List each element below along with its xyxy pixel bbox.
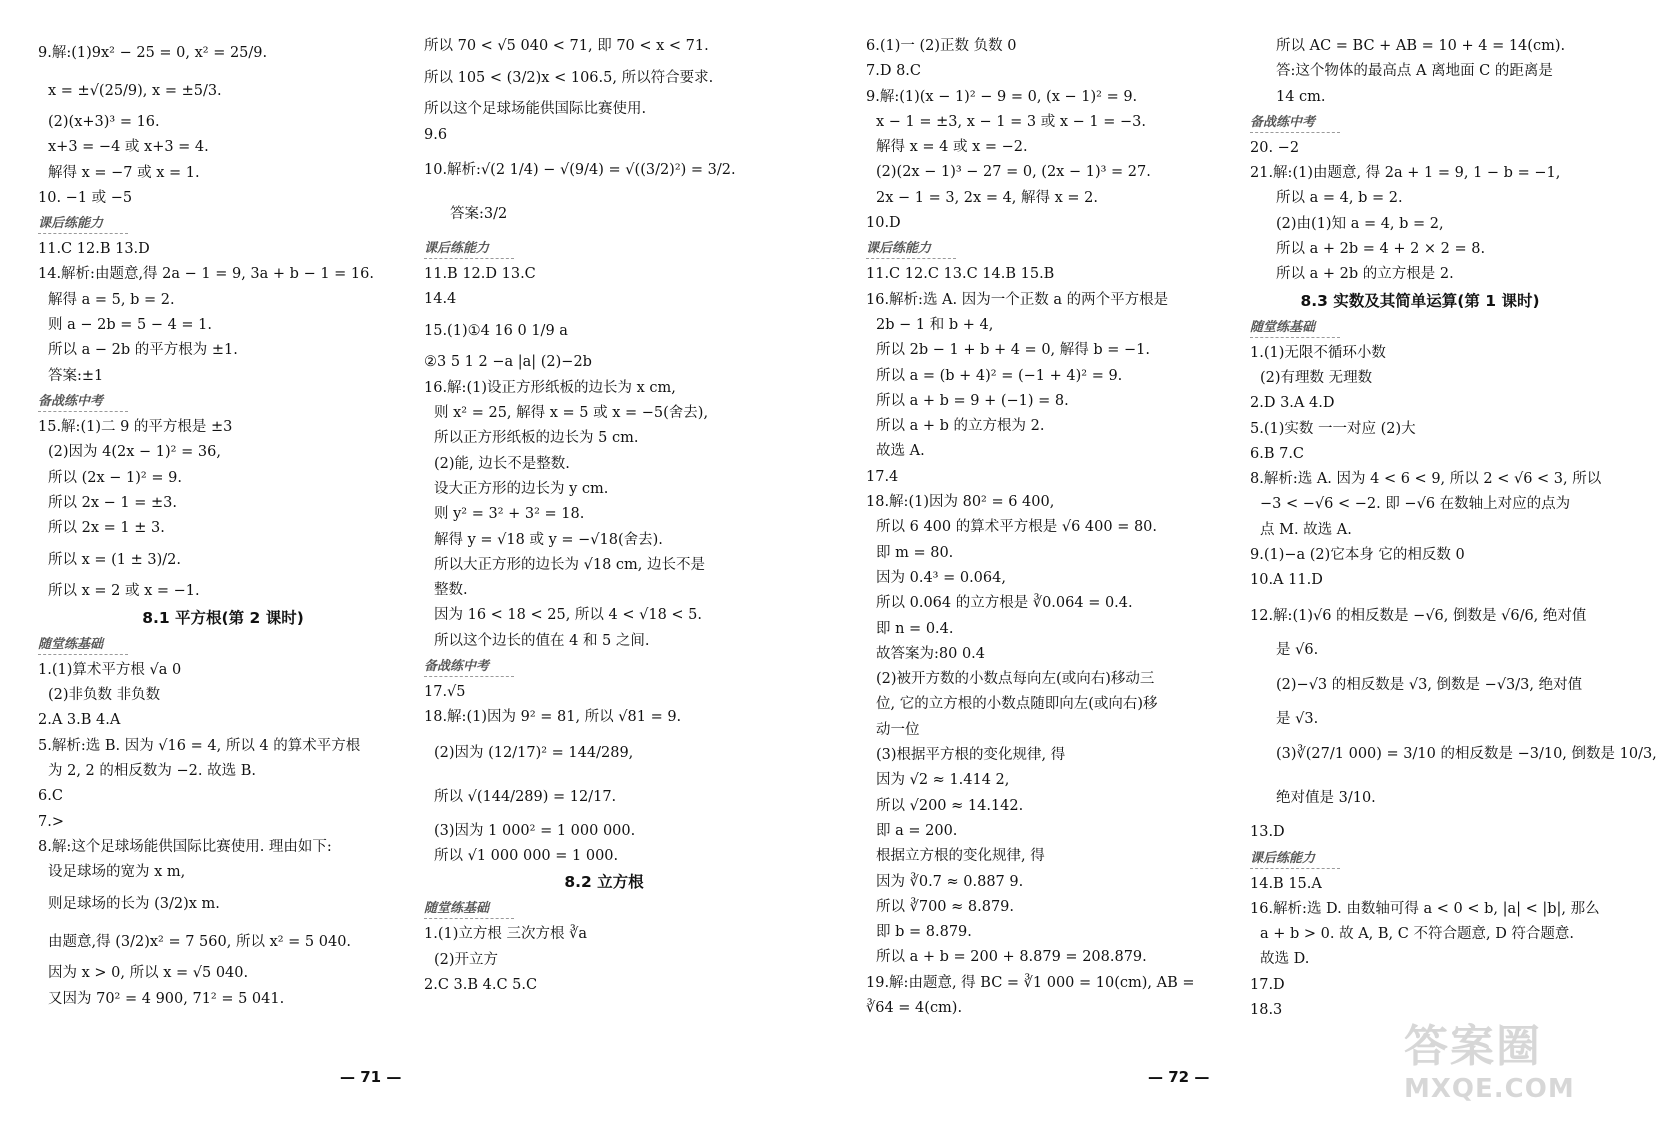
answer-line: 所以 2x − 1 = ±3. — [48, 494, 177, 511]
section-label: 课后练能力 — [866, 239, 956, 259]
answer-line: 19.解:由题意, 得 BC = ∛1 000 = 10(cm), AB = — [866, 974, 1195, 991]
answer-line: 因为 0.4³ = 0.064, — [876, 569, 1006, 586]
answer-line: 5.解析:选 B. 因为 √16 = 4, 所以 4 的算术平方根 — [38, 737, 361, 754]
page-number-left: — 71 — — [340, 1068, 402, 1086]
answer-line: 答案:±1 — [48, 367, 104, 384]
answer-line: 位, 它的立方根的小数点随即向左(或向右)移 — [876, 696, 1158, 713]
section-heading: 8.2 立方根 — [564, 873, 644, 892]
answer-line: 7.> — [38, 813, 64, 830]
answer-line: 故选 A. — [876, 443, 925, 460]
answer-column-1 — [38, 34, 408, 1012]
answer-line: 18.3 — [1250, 1002, 1283, 1019]
answer-line: 10.解析:√(2 1/4) − √(9/4) = √((3/2)²) = 3/2. — [424, 161, 736, 178]
answer-line: 2.A 3.B 4.A — [38, 712, 121, 729]
answer-line: 所以 a = (b + 4)² = (−1 + 4)² = 9. — [876, 367, 1123, 384]
answer-line: (2)−√3 的相反数是 √3, 倒数是 −√3/3, 绝对值 — [1276, 676, 1583, 693]
answer-line: 设足球场的宽为 x m, — [48, 864, 186, 881]
answer-line: −3 < −√6 < −2. 即 −√6 在数轴上对应的点为 — [1260, 496, 1571, 513]
answer-line: (2)(2x − 1)³ − 27 = 0, (2x − 1)³ = 27. — [876, 164, 1151, 181]
answer-line: 1.(1)立方根 三次方根 ∛a — [424, 926, 587, 943]
answer-line: 所以 a + 2b = 4 + 2 × 2 = 8. — [1276, 241, 1486, 258]
answer-line: 所以 a + b 的立方根为 2. — [876, 418, 1045, 435]
answer-line: 8.解析:选 A. 因为 4 < 6 < 9, 所以 2 < √6 < 3, 所以 — [1250, 471, 1602, 488]
answer-line: ∛64 = 4(cm). — [866, 999, 963, 1016]
answer-line: 14 cm. — [1276, 88, 1326, 105]
answer-line: 14.B 15.A — [1250, 875, 1322, 892]
answer-line: 所以 x = (1 ± 3)/2. — [48, 552, 182, 569]
section-label: 备战练中考 — [38, 392, 128, 412]
section-label: 课后练能力 — [38, 214, 128, 234]
section-heading: 8.1 平方根(第 2 课时) — [142, 608, 304, 627]
answer-line: 14.4 — [424, 291, 457, 308]
answer-line: 所以 √200 ≈ 14.142. — [876, 797, 1024, 814]
answer-line: 所以 x = 2 或 x = −1. — [48, 583, 200, 600]
answer-line: 所以 70 < √5 040 < 71, 即 70 < x < 71. — [424, 38, 709, 54]
answer-line: (2)能, 边长不是整数. — [434, 455, 570, 472]
answer-line: 故答案为:80 0.4 — [876, 645, 986, 662]
answer-line: 是 √6. — [1276, 641, 1319, 658]
answer-line: 则 a − 2b = 5 − 4 = 1. — [48, 317, 213, 334]
answer-line: 所以 √1 000 000 = 1 000. — [434, 847, 619, 864]
answer-line: 所以 a − 2b 的平方根为 ±1. — [48, 342, 238, 359]
answer-line: 因为 x > 0, 所以 x = √5 040. — [48, 965, 249, 982]
answer-line: (2)(x+3)³ = 16. — [48, 114, 160, 130]
section-label: 随堂练基础 — [424, 899, 514, 919]
answer-line: 所以 a + b = 9 + (−1) = 8. — [876, 392, 1069, 409]
answer-line: 所以大正方形的边长为 √18 cm, 边长不是 — [434, 556, 705, 573]
answer-line: 所以 a = 4, b = 2. — [1276, 190, 1403, 207]
answer-line: 11.C 12.B 13.D — [38, 241, 150, 258]
answer-line: 18.解:(1)因为 9² = 81, 所以 √81 = 9. — [424, 709, 682, 726]
answer-line: x − 1 = ±3, x − 1 = 3 或 x − 1 = −3. — [876, 113, 1146, 130]
answer-line: 所以 √(144/289) = 12/17. — [434, 788, 617, 805]
answer-line: 1.(1)算术平方根 √a 0 — [38, 661, 182, 678]
answer-line: 2b − 1 和 b + 4, — [876, 316, 994, 333]
answer-line: 13.D — [1250, 824, 1285, 841]
answer-line: 是 √3. — [1276, 710, 1319, 727]
answer-line: 17.4 — [866, 468, 899, 485]
answer-line: 10. −1 或 −5 — [38, 189, 133, 206]
answer-line: 绝对值是 3/10. — [1276, 790, 1376, 807]
answer-line: 所以 ∛700 ≈ 8.879. — [876, 898, 1015, 915]
page-number-right: — 72 — — [1148, 1068, 1210, 1086]
answer-line: x+3 = −4 或 x+3 = 4. — [48, 139, 209, 156]
answer-line: 故选 D. — [1260, 951, 1310, 968]
answer-line: 9.6 — [424, 126, 448, 143]
answer-line: 16.解析:选 A. 因为一个正数 a 的两个平方根是 — [866, 291, 1169, 308]
answer-line: 2.C 3.B 4.C 5.C — [424, 976, 538, 993]
answer-column-3 — [866, 34, 1226, 1021]
answer-line: 根据立方根的变化规律, 得 — [876, 848, 1045, 865]
answer-line: 则 y² = 3² + 3² = 18. — [434, 506, 585, 523]
answer-line: (2)被开方数的小数点每向左(或向右)移动三 — [876, 671, 1155, 688]
section-heading: 8.3 实数及其简单运算(第 1 课时) — [1300, 291, 1540, 310]
answer-line: 7.D 8.C — [866, 63, 921, 80]
answer-line: 因为 16 < 18 < 25, 所以 4 < √18 < 5. — [434, 607, 703, 624]
answer-line: 15.解:(1)二 9 的平方根是 ±3 — [38, 418, 233, 435]
answer-line: 整数. — [434, 582, 468, 599]
answer-line: 点 M. 故选 A. — [1260, 521, 1352, 538]
answer-line: 所以 2b − 1 + b + 4 = 0, 解得 b = −1. — [876, 342, 1151, 359]
answer-line: (2)由(1)知 a = 4, b = 2, — [1276, 215, 1444, 232]
answer-line: 2.D 3.A 4.D — [1250, 395, 1335, 412]
answer-line: 18.解:(1)因为 80² = 6 400, — [866, 494, 1055, 511]
watermark-logo — [1404, 1010, 1574, 1120]
answer-line: 10.D — [866, 215, 901, 232]
answer-line: 11.B 12.D 13.C — [424, 265, 536, 282]
answer-line: 8.解:这个足球场能供国际比赛使用. 理由如下: — [38, 838, 332, 855]
answer-line: 为 2, 2 的相反数为 −2. 故选 B. — [48, 762, 256, 779]
answer-line: 17.√5 — [424, 684, 466, 701]
answer-line: 答案:3/2 — [450, 205, 508, 222]
answer-line: (3)∛(27/1 000) = 3/10 的相反数是 −3/10, 倒数是 10/3, — [1276, 746, 1657, 763]
answer-line: (3)根据平方根的变化规律, 得 — [876, 747, 1066, 764]
answer-line: 所以 AC = BC + AB = 10 + 4 = 14(cm). — [1276, 38, 1566, 54]
answer-line: 20. −2 — [1250, 139, 1300, 156]
answer-line: 由题意,得 (3/2)x² = 7 560, 所以 x² = 5 040. — [48, 934, 352, 951]
answer-line: 6.B 7.C — [1250, 445, 1305, 462]
watermark-text: 答案圈 — [1404, 1021, 1542, 1072]
answer-line: 15.(1)①4 16 0 1/9 a — [424, 323, 568, 340]
answer-line: 9.(1)−a (2)它本身 它的相反数 0 — [1250, 547, 1465, 564]
answer-line: 因为 ∛0.7 ≈ 0.887 9. — [876, 873, 1024, 890]
answer-line: 解得 x = −7 或 x = 1. — [48, 164, 200, 181]
answer-line: 答:这个物体的最高点 A 离地面 C 的距离是 — [1276, 63, 1553, 80]
answer-line: a + b > 0. 故 A, B, C 不符合题意, D 符合题意. — [1260, 926, 1575, 943]
answer-line: 2x − 1 = 3, 2x = 4, 解得 x = 2. — [876, 189, 1099, 206]
answer-line: 动一位 — [876, 721, 920, 738]
section-label: 课后练能力 — [1250, 849, 1340, 869]
answer-line: 11.C 12.C 13.C 14.B 15.B — [866, 266, 1055, 283]
section-label: 备战练中考 — [424, 657, 514, 677]
answer-line: 1.(1)无限不循环小数 — [1250, 344, 1386, 361]
answer-line: (2)因为 4(2x − 1)² = 36, — [48, 444, 221, 461]
answer-line: 即 m = 80. — [876, 544, 954, 561]
watermark-url: MXQE.COM — [1404, 1074, 1575, 1104]
answer-line: 所以 6 400 的算术平方根是 √6 400 = 80. — [876, 519, 1158, 536]
answer-line: 又因为 70² = 4 900, 71² = 5 041. — [48, 990, 285, 1007]
answer-line: 解得 x = 4 或 x = −2. — [876, 139, 1028, 156]
answer-line: 因为 √2 ≈ 1.414 2, — [876, 772, 1010, 789]
section-label: 备战练中考 — [1250, 113, 1340, 133]
section-label: 随堂练基础 — [38, 635, 128, 655]
answer-line: (2)有理数 无理数 — [1260, 369, 1373, 386]
section-label: 课后练能力 — [424, 239, 514, 259]
answer-line: 所以这个边长的值在 4 和 5 之间. — [434, 632, 650, 649]
answer-column-2 — [424, 34, 784, 998]
answer-line: 16.解:(1)设正方形纸板的边长为 x cm, — [424, 379, 676, 396]
answer-column-4 — [1250, 34, 1657, 1023]
answer-line: 所以 105 < (3/2)x < 106.5, 所以符合要求. — [424, 70, 714, 87]
answer-line: 14.解析:由题意,得 2a − 1 = 9, 3a + b − 1 = 16. — [38, 266, 374, 283]
answer-line: 所以 (2x − 1)² = 9. — [48, 469, 182, 486]
answer-line: 解得 y = √18 或 y = −√18(舍去). — [434, 531, 663, 548]
answer-line: 即 n = 0.4. — [876, 620, 954, 637]
answer-line: (2)因为 (12/17)² = 144/289, — [434, 744, 634, 761]
answer-line: 9.解:(1)9x² − 25 = 0, x² = 25/9. — [38, 45, 268, 61]
answer-line: (3)因为 1 000² = 1 000 000. — [434, 822, 636, 839]
answer-line: 所以 a + 2b 的立方根是 2. — [1276, 266, 1454, 283]
answer-line: 所以 a + b = 200 + 8.879 = 208.879. — [876, 949, 1147, 966]
answer-line: 17.D — [1250, 976, 1285, 993]
answer-line: 设大正方形的边长为 y cm. — [434, 480, 609, 497]
answer-line: 6.(1)一 (2)正数 负数 0 — [866, 38, 1017, 54]
answer-line: 所以正方形纸板的边长为 5 cm. — [434, 430, 639, 447]
answer-line: 所以这个足球场能供国际比赛使用. — [424, 101, 647, 118]
answer-line: 解得 a = 5, b = 2. — [48, 291, 175, 308]
answer-line: 所以 2x = 1 ± 3. — [48, 520, 165, 537]
answer-line: 6.C — [38, 788, 63, 805]
answer-line: 即 a = 200. — [876, 822, 958, 839]
answer-line: 则 x² = 25, 解得 x = 5 或 x = −5(舍去), — [434, 405, 709, 422]
answer-line: x = ±√(25/9), x = ±5/3. — [48, 83, 222, 99]
answer-line: (2)非负数 非负数 — [48, 687, 161, 704]
answer-line: 9.解:(1)(x − 1)² − 9 = 0, (x − 1)² = 9. — [866, 88, 1138, 105]
answer-line: (2)开立方 — [434, 951, 499, 968]
answer-line: 则足球场的长为 (3/2)x m. — [48, 896, 220, 913]
answer-line: ②3 5 1 2 −a |a| (2)−2b — [424, 354, 592, 371]
answer-line: 21.解:(1)由题意, 得 2a + 1 = 9, 1 − b = −1, — [1250, 165, 1561, 182]
answer-line: 12.解:(1)√6 的相反数是 −√6, 倒数是 √6/6, 绝对值 — [1250, 607, 1587, 624]
answer-line: 16.解析:选 D. 由数轴可得 a < 0 < b, |a| < |b|, 那么 — [1250, 900, 1600, 917]
answer-line: 10.A 11.D — [1250, 572, 1323, 589]
answer-line: 所以 0.064 的立方根是 ∛0.064 = 0.4. — [876, 595, 1133, 612]
answer-line: 5.(1)实数 一一对应 (2)大 — [1250, 420, 1416, 437]
section-label: 随堂练基础 — [1250, 318, 1340, 338]
answer-line: 即 b = 8.879. — [876, 924, 972, 941]
